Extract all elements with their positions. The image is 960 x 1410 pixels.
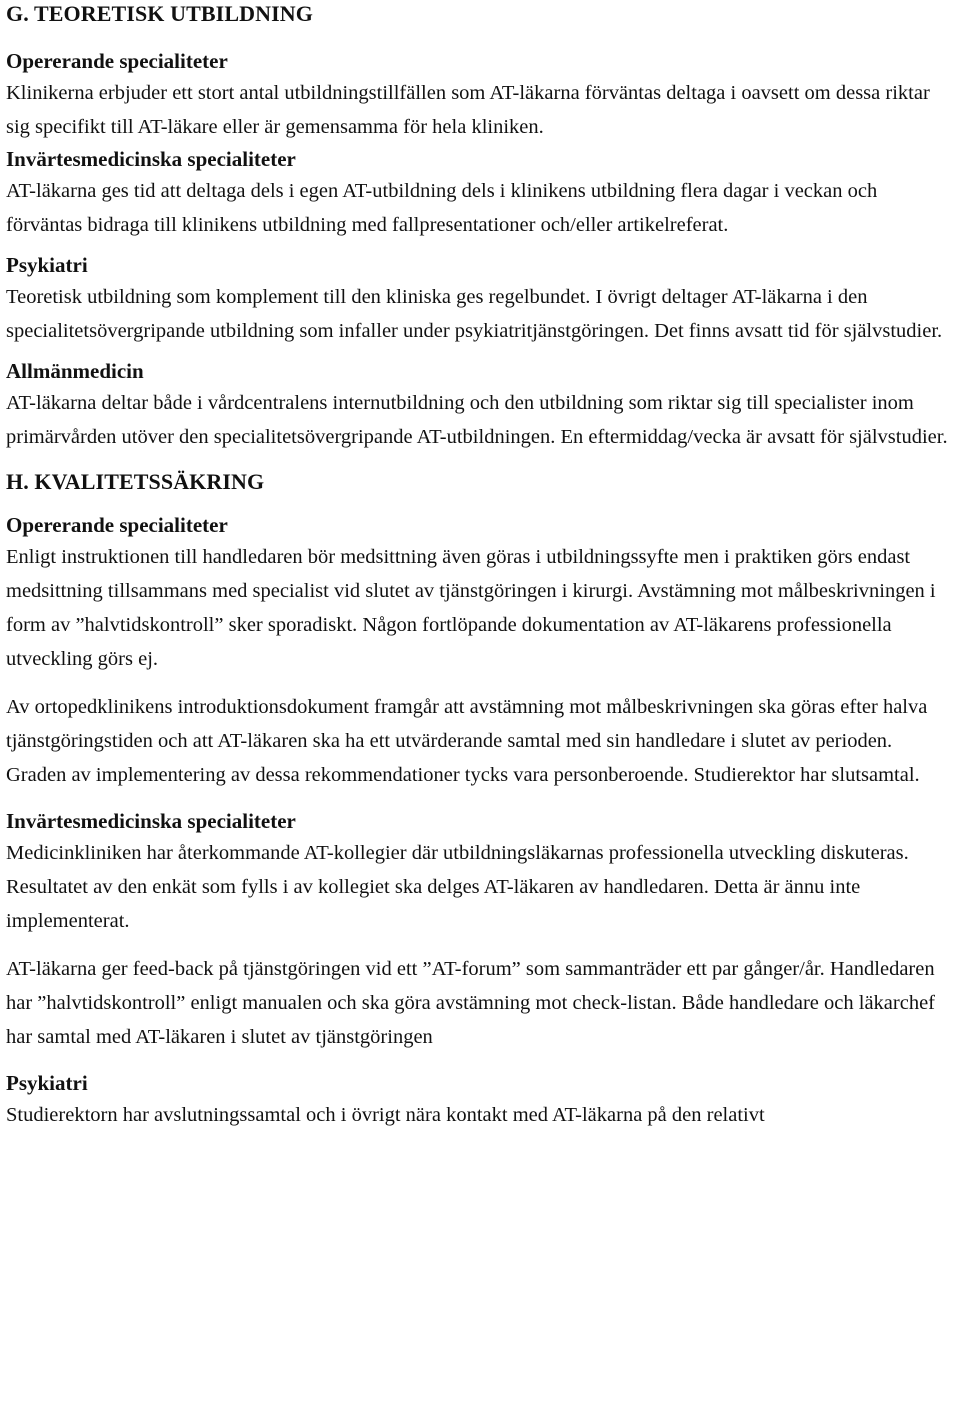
g-opererande-heading: Opererande specialiteter: [6, 49, 228, 73]
h-opererande-text-1: Enligt instruktionen till handledaren bör medsittning även göras i utbildningssyfte men i praktiken görs endast medsittning tillsammans med specialist vid slutet av tjänstgöringen i kirurgi. Avstämning mot målbeskrivningen i form av ”halvtidskontroll” sker sporadiskt. Någon fortlöpande dokumentation av AT-läkarens professionella utveckling görs ej.: [6, 546, 936, 670]
h-invartes-heading: Invärtesmedicinska specialiteter: [6, 809, 296, 833]
g-psykiatri-heading: Psykiatri: [6, 253, 88, 277]
h-psykiatri-text: Studierektorn har avslutningssamtal och i övrigt nära kontakt med AT-läkarna på den relativt: [6, 1104, 765, 1126]
g-opererande-text: Klinikerna erbjuder ett stort antal utbildningstillfällen som AT-läkarna förväntas deltaga i oavsett om dessa riktar sig specifikt till AT-läkare eller är gemensamma för hela kliniken.: [6, 82, 930, 138]
g-allman-text: AT-läkarna deltar både i vårdcentralens internutbildning och den utbildning som riktar sig till specialister inom primärvården utöver den specialitetsövergripande AT-utbildningen. En eftermiddag/vecka är avsatt för självstudier.: [6, 392, 948, 448]
g-allman-heading: Allmänmedicin: [6, 359, 144, 383]
h-opererande-heading: Opererande specialiteter: [6, 513, 228, 537]
g-psykiatri-text: Teoretisk utbildning som komplement till den kliniska ges regelbundet. I övrigt deltager AT-läkarna i den specialitetsövergripande utbildning som infaller under psykiatritjänstgöringen. Det finns avsatt tid för självstudier.: [6, 286, 943, 342]
h-invartes-text-1: Medicinkliniken har återkommande AT-kollegier där utbildningsläkarnas professionella utveckling diskuteras. Resultatet av den enkät som fylls i av kollegiet ska delges AT-läkaren av handledaren. Detta är ännu inte implementerat.: [6, 842, 909, 932]
g-invartes-text: AT-läkarna ges tid att deltaga dels i egen AT-utbildning dels i klinikens utbildning flera dagar i veckan och förväntas bidraga till klinikens utbildning med fallpresentationer och/eller artikelreferat.: [6, 180, 878, 236]
h-invartes-text-2: AT-läkarna ger feed-back på tjänstgöringen vid ett ”AT-forum” som sammanträder ett par gånger/år. Handledaren har ”halvtidskontroll” enligt manualen och ska göra avstämning mot check-listan. Både handledare och läkarchef har samtal med AT-läkaren i slutet av tjänstgöringen: [6, 958, 935, 1048]
g-invartes-heading: Invärtesmedicinska specialiteter: [6, 147, 296, 171]
h-opererande-text-2: Av ortopedklinikens introduktionsdokument framgår att avstämning mot målbeskrivningen ska göras efter halva tjänstgöringstiden och att AT-läkaren ska ha ett utvärderande samtal med sin handledare i slutet av perioden. Graden av implementering av dessa rekommendationer tycks vara personberoende. Studierektor har slutsamtal.: [6, 696, 928, 786]
section-h-title: H. KVALITETSSÄKRING: [6, 469, 265, 494]
h-psykiatri-heading: Psykiatri: [6, 1071, 88, 1095]
section-g-title: G. TEORETISK UTBILDNING: [6, 1, 313, 26]
